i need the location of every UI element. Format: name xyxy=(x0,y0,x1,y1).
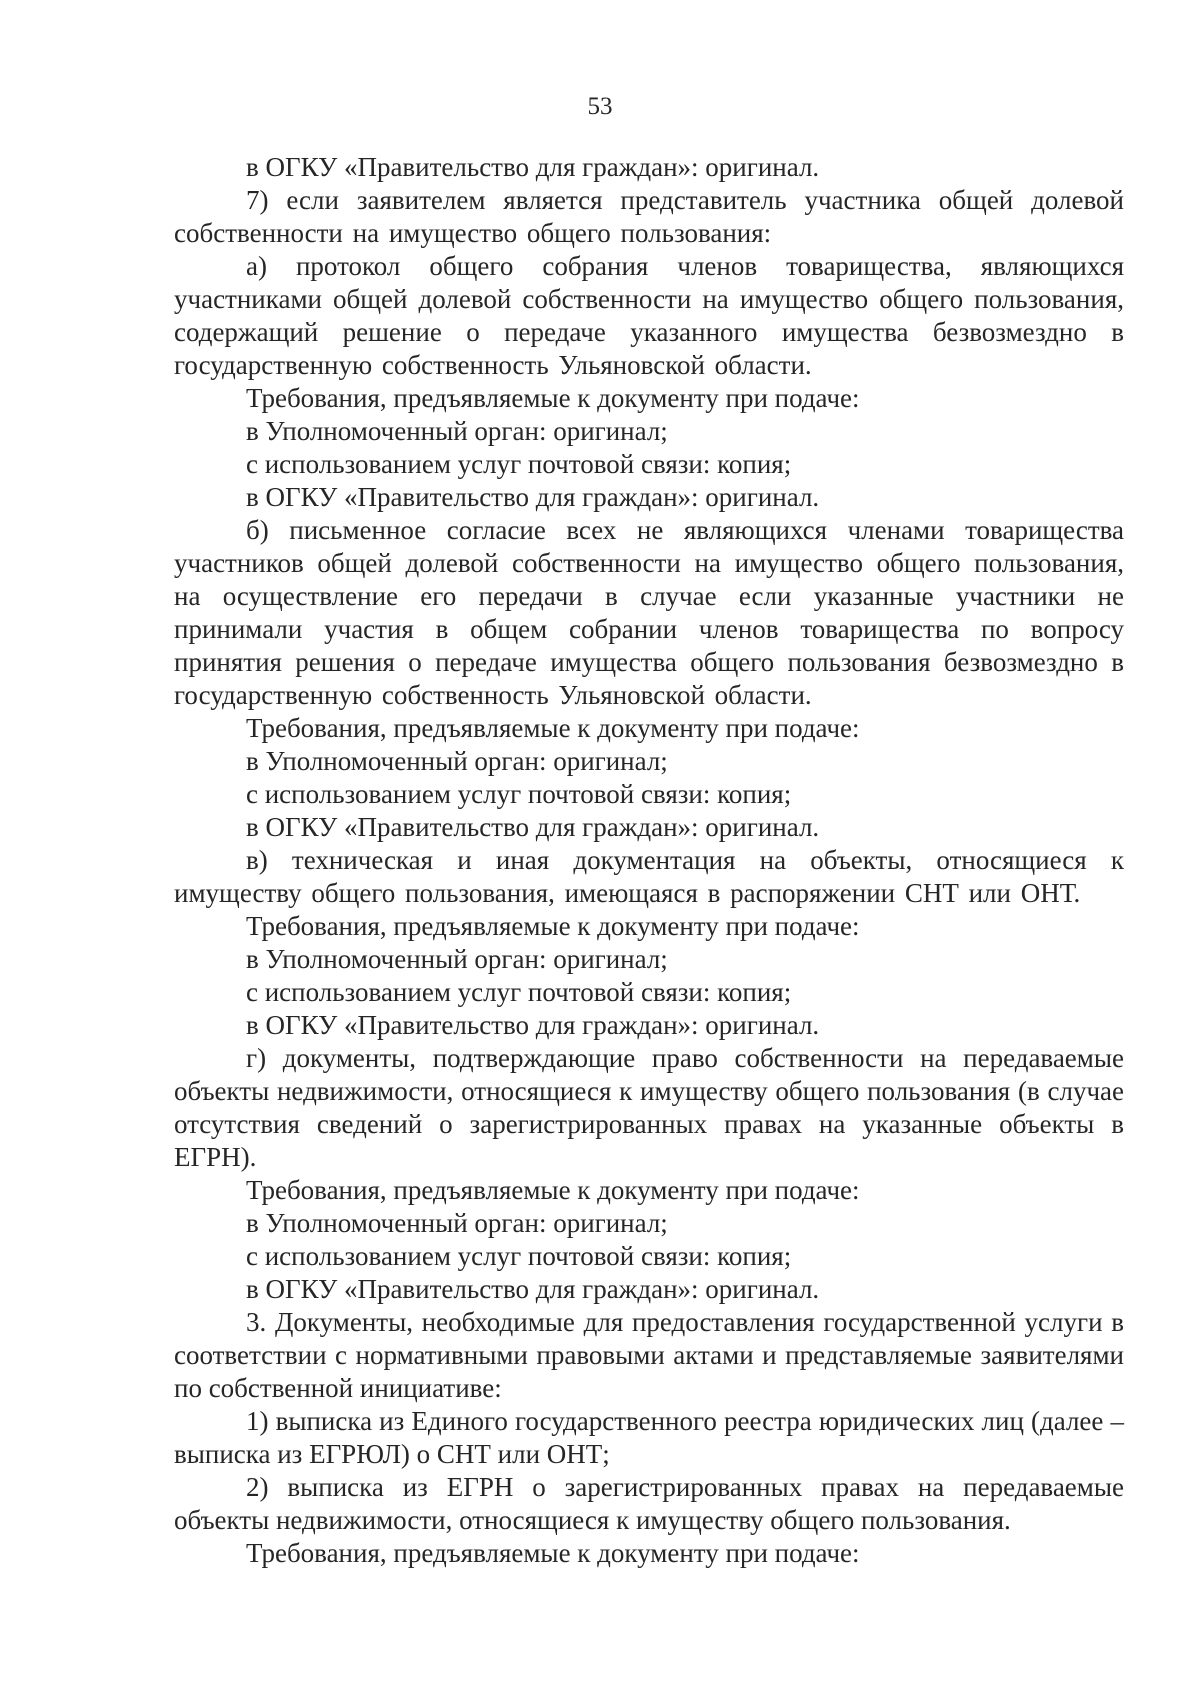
paragraph-1: в ОГКУ «Правительство для граждан»: оригинал. xyxy=(246,152,820,182)
paragraph-6: с использованием услуг почтовой связи: копия; xyxy=(246,449,792,479)
paragraph-26: Требования, предъявляемые к документу при подаче: xyxy=(246,1538,860,1568)
paragraph-17: в ОГКУ «Правительство для граждан»: оригинал. xyxy=(246,1010,820,1040)
document-body xyxy=(174,151,1124,1570)
paragraph-24: 1) выписка из Единого государственного реестра юридических лиц (далее – выписка из ЕГРЮЛ) о СНТ или ОНТ; xyxy=(174,1406,1124,1469)
paragraph-4: Требования, предъявляемые к документу при подаче: xyxy=(246,383,860,413)
paragraph-22: в ОГКУ «Правительство для граждан»: оригинал. xyxy=(246,1274,820,1304)
paragraph-5: в Уполномоченный орган: оригинал; xyxy=(246,416,668,446)
paragraph-20: в Уполномоченный орган: оригинал; xyxy=(246,1208,668,1238)
paragraph-15: в Уполномоченный орган: оригинал; xyxy=(246,944,668,974)
paragraph-25: 2) выписка из ЕГРН о зарегистрированных правах на передаваемые объекты недвижимости, относящиеся к имуществу общего пользования. xyxy=(174,1472,1124,1535)
page-number: 53 xyxy=(587,93,613,120)
paragraph-9: Требования, предъявляемые к документу при подаче: xyxy=(246,713,860,743)
paragraph-16: с использованием услуг почтовой связи: копия; xyxy=(246,977,792,1007)
paragraph-10: в Уполномоченный орган: оригинал; xyxy=(246,746,668,776)
paragraph-2: 7) если заявителем является представитель участника общей долевой собственности на имущество общего пользования: xyxy=(174,185,1124,248)
paragraph-12: в ОГКУ «Правительство для граждан»: оригинал. xyxy=(246,812,820,842)
paragraph-21: с использованием услуг почтовой связи: копия; xyxy=(246,1241,792,1271)
paragraph-14: Требования, предъявляемые к документу при подаче: xyxy=(246,911,860,941)
paragraph-3: а) протокол общего собрания членов товарищества, являющихся участниками общей долевой собственности на имущество общего пользования, содержащий решение о передаче указанного имущества безвозмездно в государственную собственность Ульяновской области. xyxy=(174,251,1124,380)
paragraph-8: б) письменное согласие всех не являющихся членами товарищества участников общей долевой собственности на имущество общего пользования, на осуществление его передачи в случае если указанные участники не принимали участия в общем собрании членов товарищества по вопросу принятия решения о передаче имущества общего пользования безвозмездно в государственную собственность Ульяновской области. xyxy=(174,515,1124,710)
paragraph-7: в ОГКУ «Правительство для граждан»: оригинал. xyxy=(246,482,820,512)
paragraph-19: Требования, предъявляемые к документу при подаче: xyxy=(246,1175,860,1205)
paragraph-13: в) техническая и иная документация на объекты, относящиеся к имуществу общего пользования, имеющаяся в распоряжении СНТ или ОНТ. xyxy=(174,845,1124,908)
paragraph-11: с использованием услуг почтовой связи: копия; xyxy=(246,779,792,809)
paragraph-18: г) документы, подтверждающие право собственности на передаваемые объекты недвижимости, относящиеся к имуществу общего пользования (в случае отсутствия сведений о зарегистрированных правах на указанные объекты в ЕГРН). xyxy=(174,1043,1124,1172)
paragraph-23: 3. Документы, необходимые для предоставления государственной услуги в соответствии с нормативными правовыми актами и представляемые заявителями по собственной инициативе: xyxy=(174,1307,1124,1403)
